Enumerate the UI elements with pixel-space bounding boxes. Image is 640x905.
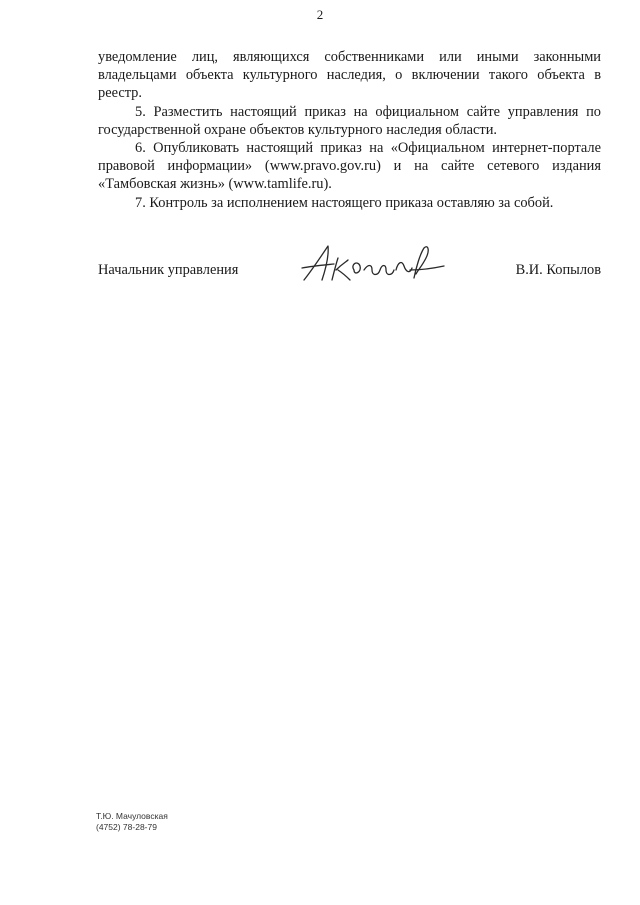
paragraph-item-6: 6. Опубликовать настоящий приказ на «Официальном интернет-портале правовой информации» (www.pravo.gov.ru) и на сайте сетевого издания «Тамбовская жизнь» (www.tamlife.ru). xyxy=(98,140,601,193)
signatory-title: Начальник управления xyxy=(98,262,239,278)
executor-phone: (4752) 78-28-79 xyxy=(96,821,157,832)
signatory-name: В.И. Копылов xyxy=(515,262,601,278)
paragraph-item-5: 5. Разместить настоящий приказ на официальном сайте управления по государственной охране объектов культурного наследия области. xyxy=(98,103,601,138)
paragraph-item-7: 7. Контроль за исполнением настоящего приказа оставляю за собой. xyxy=(135,194,554,211)
document-body xyxy=(98,48,601,212)
page-number: 2 xyxy=(316,7,324,22)
signature-block xyxy=(98,262,601,282)
executor-name: Т.Ю. Мачуловская xyxy=(96,811,168,821)
executor-footer xyxy=(96,811,168,832)
paragraph-continuation: уведомление лиц, являющихся собственниками или иными законными владельцами объекта культурного наследия, о включении такого объекта в реестр. xyxy=(98,49,601,102)
handwritten-signature-icon xyxy=(298,240,448,286)
